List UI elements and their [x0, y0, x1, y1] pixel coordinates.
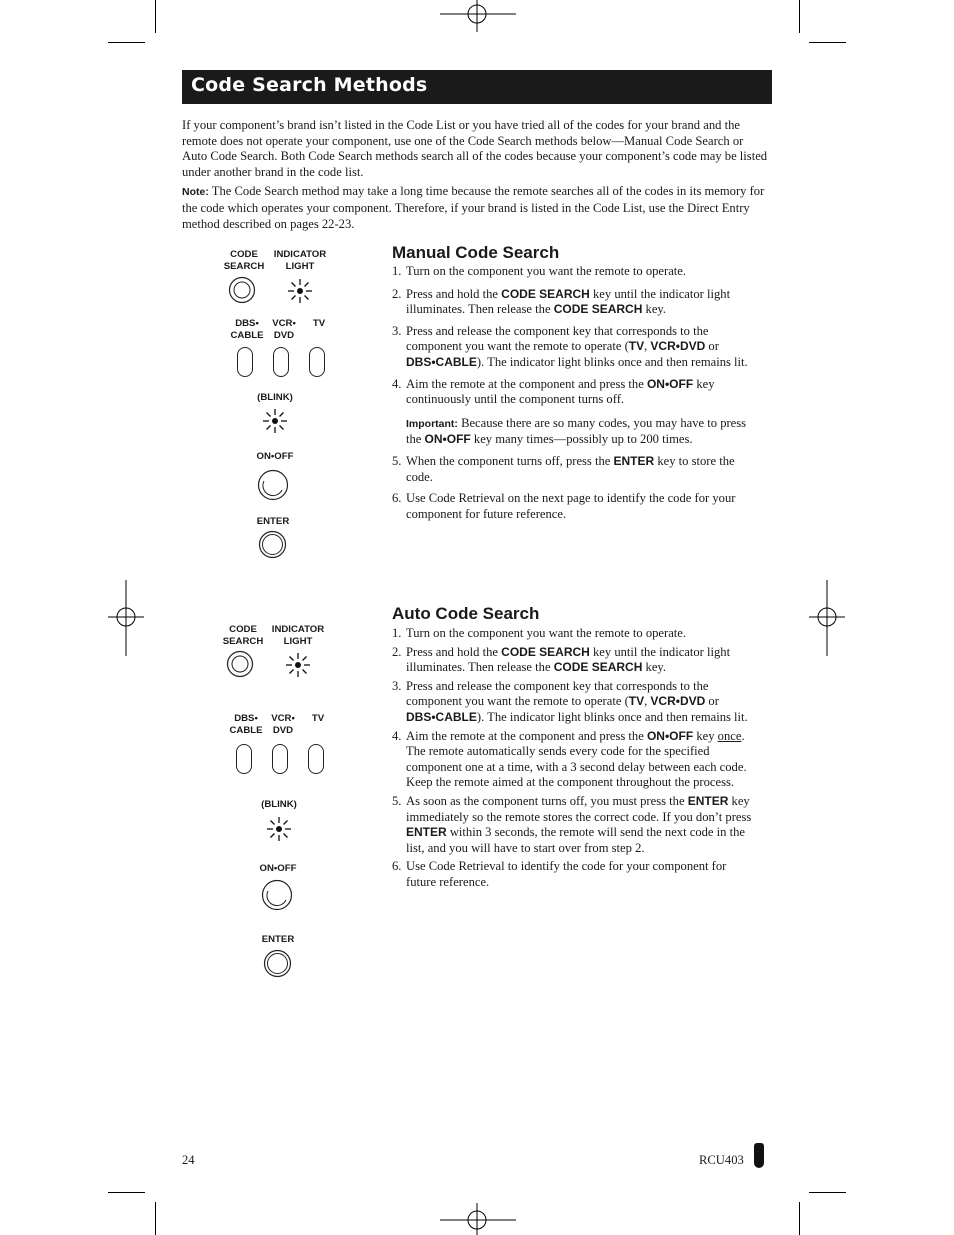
- list-item: [392, 794, 752, 856]
- label-line: INDICATOR: [271, 624, 325, 635]
- crop-mark: [809, 42, 846, 43]
- step-text: Press and hold the: [406, 286, 502, 301]
- label-line: SEARCH: [223, 261, 265, 272]
- manual-steps-list: [392, 264, 752, 522]
- label-line: CODE: [229, 624, 257, 635]
- list-item: [392, 491, 752, 522]
- blink-label: (BLINK): [261, 799, 297, 810]
- blinking-light-icon: [266, 816, 292, 842]
- crop-mark: [108, 42, 145, 43]
- crop-mark: [809, 1192, 846, 1193]
- step-text: . The remote automatically sends every code for the specified component one at a time, with a 3 second delay between each code. Keep the remote aimed at the component throughout the process.: [406, 728, 747, 790]
- list-item: [392, 454, 752, 485]
- list-item: [392, 729, 752, 791]
- auto-code-search-heading: Auto Code Search: [392, 604, 540, 623]
- intro-text: [182, 118, 768, 236]
- list-item: [392, 645, 752, 676]
- emphasis-once: once: [717, 728, 742, 743]
- enter-label: ENTER: [256, 516, 290, 527]
- intro-note: [182, 184, 768, 232]
- step-number: 3.: [392, 678, 402, 693]
- important-note: [406, 416, 752, 448]
- onoff-button-icon: [258, 470, 290, 502]
- label-line: LIGHT: [283, 636, 313, 647]
- key-name: CODE SEARCH: [553, 660, 643, 675]
- key-name: TV: [628, 694, 645, 709]
- step-number: 1.: [392, 626, 402, 640]
- dbs-cable-key-icon: [236, 744, 252, 774]
- step-text: Use Code Retrieval on the next page to identify the code for your component for future reference.: [406, 491, 736, 521]
- step-number: 2.: [392, 644, 402, 659]
- key-name: DBS•CABLE: [406, 709, 477, 724]
- step-text: ,: [644, 339, 651, 354]
- crop-mark: [155, 1202, 156, 1235]
- key-name: ON•OFF: [646, 376, 694, 391]
- step-text: As soon as the component turns off, you must press the: [406, 793, 688, 808]
- step-text: Press and hold the: [406, 644, 502, 659]
- step-text: key immediately so the remote stores the correct code. If you don’t press: [406, 793, 752, 824]
- step-text: key to store the code.: [406, 453, 735, 484]
- page-tab-marker: [754, 1143, 764, 1168]
- tv-key-icon: [308, 744, 324, 774]
- step-text: key many times—possibly up to 200 times.: [470, 432, 693, 447]
- enter-label: ENTER: [261, 934, 295, 945]
- list-item: [392, 377, 752, 448]
- vcr-dvd-key-icon: [273, 347, 289, 377]
- label-line: VCR•: [271, 713, 295, 724]
- step-text: Use Code Retrieval to identify the code for your component for future reference.: [406, 859, 727, 889]
- step-text: key continuously until the component turns off.: [406, 376, 715, 407]
- registration-mark-bottom: [440, 1203, 516, 1235]
- label-line: DBS•: [235, 318, 259, 329]
- step-text: ). The indicator light blinks once and then remains lit.: [476, 709, 748, 724]
- step-text: key until the indicator light illuminates. Then release the: [406, 286, 731, 317]
- step-text: Aim the remote at the component and press the: [406, 376, 647, 391]
- label-line: CODE: [230, 249, 258, 260]
- registration-mark-top: [440, 0, 516, 32]
- registration-mark-left: [108, 580, 144, 656]
- step-text: or: [705, 339, 719, 354]
- page-title: Code Search Methods: [191, 74, 428, 96]
- tv-label: TV: [312, 318, 326, 329]
- step-text: Because there are so many codes, you may have to press the: [406, 415, 747, 447]
- label-line: CABLE: [229, 725, 263, 736]
- label-line: INDICATOR: [273, 249, 327, 260]
- step-number: 3.: [392, 323, 402, 338]
- step-text: When the component turns off, press the: [406, 453, 614, 468]
- vcr-dvd-key-icon: [272, 744, 288, 774]
- step-number: 6.: [392, 859, 402, 874]
- step-number: 6.: [392, 491, 402, 506]
- indicator-light-label: [263, 624, 333, 648]
- step-text: ,: [644, 694, 651, 709]
- label-line: DBS•: [234, 713, 258, 724]
- tv-label: TV: [311, 713, 325, 724]
- list-item: [392, 679, 752, 726]
- list-item: [392, 859, 752, 890]
- key-name: ENTER: [687, 793, 729, 808]
- key-name: TV: [628, 339, 645, 354]
- registration-mark-right: [809, 580, 845, 656]
- step-text: key.: [642, 660, 667, 675]
- indicator-light-icon: [285, 652, 311, 678]
- key-name: CODE SEARCH: [553, 302, 643, 317]
- label-line: DVD: [272, 725, 294, 736]
- indicator-light-label: [265, 249, 335, 273]
- step-text: or: [705, 694, 719, 709]
- note-text: The Code Search method may take a long time because the remote searches all of the codes in its memory for the code which operates your component. Therefore, if your brand is listed in the Code List, use the Direct Entry method described on pages 22-23.: [182, 184, 765, 231]
- step-number: 1.: [392, 264, 402, 278]
- important-label: Important:: [406, 417, 458, 430]
- tv-key-icon: [309, 347, 325, 377]
- key-name: CODE SEARCH: [501, 286, 590, 301]
- auto-steps-list: [392, 626, 752, 891]
- step-text: key: [693, 728, 718, 743]
- crop-mark: [108, 1192, 145, 1193]
- label-line: LIGHT: [285, 261, 315, 272]
- label-line: CABLE: [230, 330, 264, 341]
- step-text: Press and release the component key that corresponds to the component you want the remote to operate (: [406, 678, 709, 709]
- enter-button-icon: [264, 950, 292, 978]
- key-name: VCR•DVD: [650, 694, 706, 709]
- key-name: VCR•DVD: [650, 339, 706, 354]
- label-line: VCR•: [272, 318, 296, 329]
- step-number: 5.: [392, 793, 402, 808]
- model-number: RCU403: [699, 1153, 744, 1167]
- key-name: ON•OFF: [646, 728, 694, 743]
- intro-paragraph: If your component’s brand isn’t listed in the Code List or you have tried all of the codes for your brand and the remote does not operate your component, use one of the Code Search methods below—Manual Code Search or Auto Code Search. Both Code Search methods search all of the codes because your component’s code may be listed under another brand in the code list.: [182, 118, 768, 179]
- note-label: Note:: [182, 186, 209, 199]
- blink-label: (BLINK): [257, 392, 293, 403]
- step-text: key until the indicator light illuminates. Then release the: [406, 644, 731, 675]
- onoff-label: ON•OFF: [256, 451, 294, 462]
- step-number: 2.: [392, 286, 402, 301]
- key-name: ENTER: [613, 453, 655, 468]
- code-search-button-icon: [229, 277, 257, 305]
- step-text: ). The indicator light blinks once and then remains lit.: [476, 354, 748, 369]
- step-number: 4.: [392, 376, 402, 391]
- step-text: Turn on the component you want the remote to operate.: [406, 626, 687, 640]
- crop-mark: [799, 0, 800, 33]
- step-text: Press and release the component key that corresponds to the component you want the remote to operate (: [406, 323, 709, 354]
- step-text: key.: [642, 302, 667, 317]
- page-number: 24: [182, 1153, 195, 1167]
- step-number: 4.: [392, 728, 402, 743]
- dbs-cable-key-icon: [237, 347, 253, 377]
- label-line: DVD: [273, 330, 295, 341]
- key-name: DBS•CABLE: [406, 354, 477, 369]
- step-text: Turn on the component you want the remote to operate.: [406, 264, 687, 278]
- step-text: within 3 seconds, the remote will send the next code in the list, and you will have to start over from step 2.: [406, 825, 746, 855]
- label-line: SEARCH: [222, 636, 264, 647]
- indicator-light-icon: [287, 278, 313, 304]
- manual-code-search-heading: Manual Code Search: [392, 243, 560, 262]
- key-name: ON•OFF: [424, 432, 471, 447]
- code-search-button-icon: [227, 651, 255, 679]
- list-item: [392, 324, 752, 371]
- key-name: ENTER: [406, 825, 447, 840]
- list-item: [392, 264, 752, 280]
- onoff-button-icon: [262, 880, 294, 912]
- blinking-light-icon: [262, 408, 288, 434]
- list-item: [392, 287, 752, 318]
- page-title-bar: [182, 70, 772, 104]
- crop-mark: [155, 0, 156, 33]
- list-item: [392, 626, 752, 642]
- step-text: Aim the remote at the component and press the: [406, 728, 647, 743]
- onoff-label: ON•OFF: [259, 863, 297, 874]
- enter-button-icon: [259, 531, 287, 559]
- crop-mark: [799, 1202, 800, 1235]
- key-name: CODE SEARCH: [501, 644, 590, 659]
- step-number: 5.: [392, 453, 402, 468]
